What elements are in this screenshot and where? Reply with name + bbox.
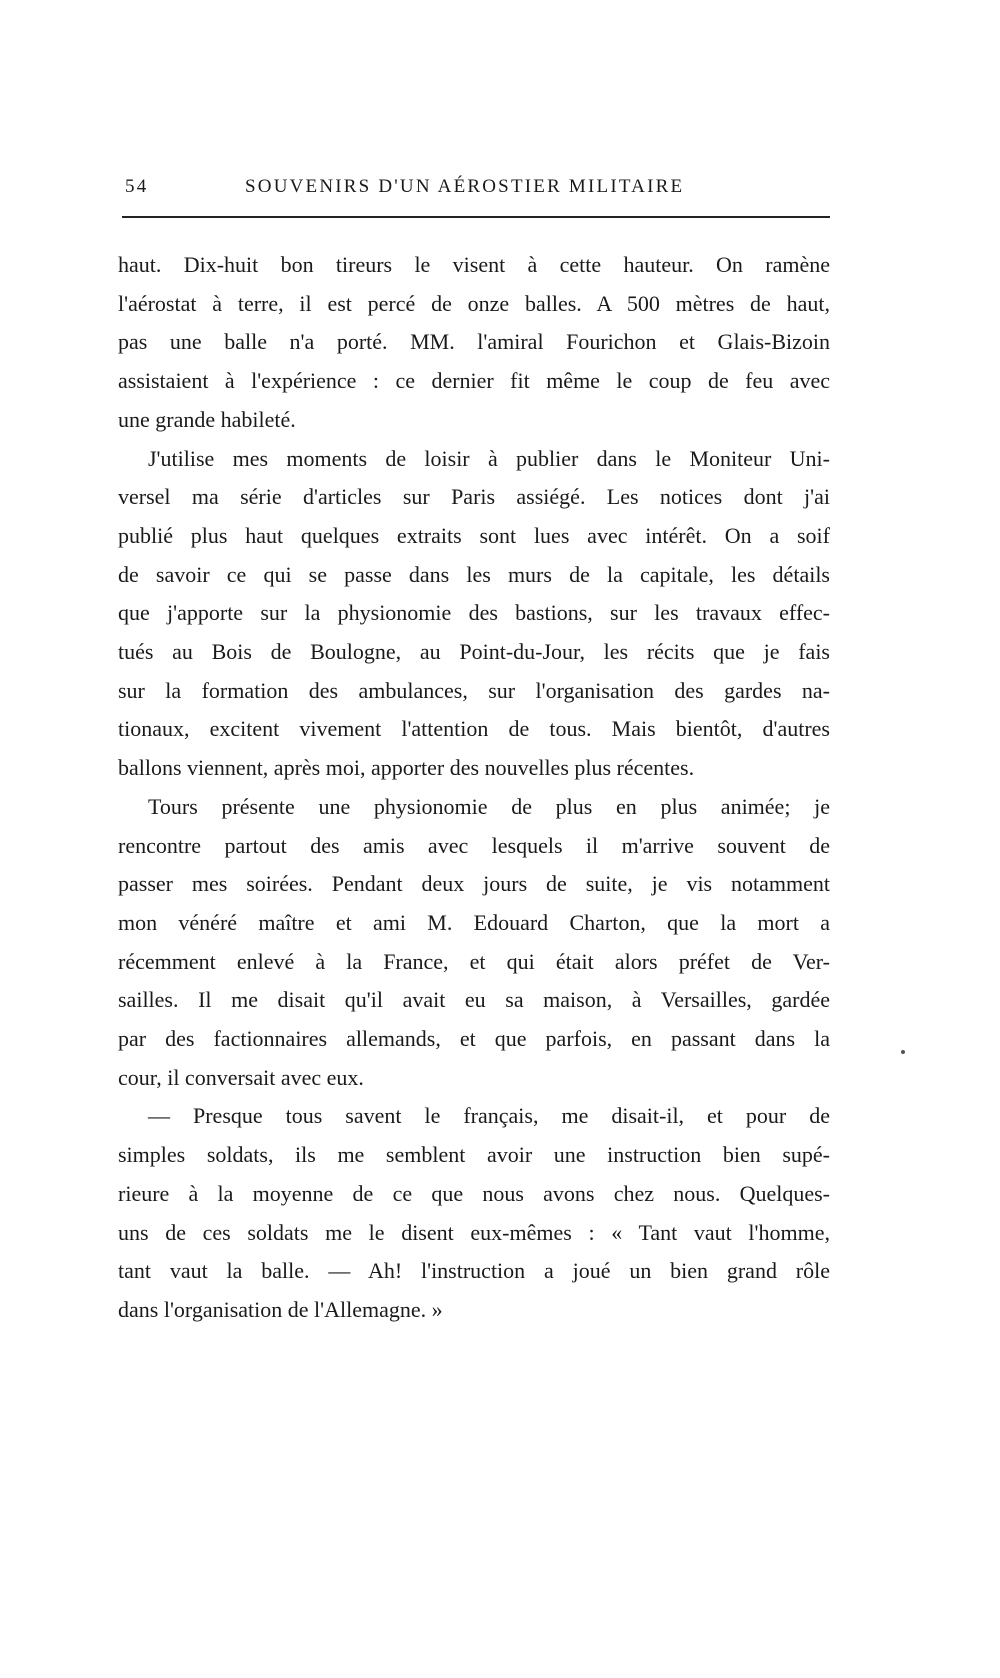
- text-line: mon vénéré maître et ami M. Edouard Charton, que la mort a: [118, 909, 830, 935]
- text-line: tués au Bois de Boulogne, au Point-du-Jour, les récits que je fais: [118, 639, 830, 665]
- text-line: tant vaut la balle. — Ah! l'instruction a joué un bien grand rôle: [118, 1258, 830, 1284]
- text-line: versel ma série d'articles sur Paris assiégé. Les notices dont j'ai: [118, 484, 830, 510]
- page-number: 54: [125, 176, 149, 197]
- text-line: publié plus haut quelques extraits sont lues avec intérêt. On a soif: [118, 522, 830, 548]
- text-line: l'aérostat à terre, il est percé de onze balles. A 500 mètres de haut,: [118, 290, 830, 316]
- text-line: pas une balle n'a porté. MM. l'amiral Fourichon et Glais-Bizoin: [118, 329, 830, 355]
- ink-speck: [901, 1050, 905, 1054]
- body-text: [118, 246, 830, 1330]
- page-header: [125, 176, 830, 216]
- header-rule: [122, 216, 830, 218]
- text-line: passer mes soirées. Pendant deux jours de suite, je vis notamment: [118, 871, 830, 897]
- text-line: par des factionnaires allemands, et que parfois, en passant dans la: [118, 1026, 830, 1052]
- text-line: que j'apporte sur la physionomie des bastions, sur les travaux effec-: [118, 600, 830, 626]
- text-line: tionaux, excitent vivement l'attention de tous. Mais bientôt, d'autres: [118, 716, 830, 742]
- text-line: de savoir ce qui se passe dans les murs de la capitale, les détails: [118, 561, 830, 587]
- text-line: récemment enlevé à la France, et qui était alors préfet de Ver-: [118, 948, 830, 974]
- text-line: sur la formation des ambulances, sur l'organisation des gardes na-: [118, 677, 830, 703]
- text-line: sailles. Il me disait qu'il avait eu sa maison, à Versailles, gardée: [118, 987, 830, 1013]
- text-line: cour, il conversait avec eux.: [118, 1064, 364, 1090]
- text-line: dans l'organisation de l'Allemagne. »: [118, 1296, 443, 1322]
- text-line: une grande habileté.: [118, 406, 296, 432]
- text-line: rieure à la moyenne de ce que nous avons chez nous. Quelques-: [118, 1180, 830, 1206]
- running-title: SOUVENIRS D'UN AÉROSTIER MILITAIRE: [245, 176, 685, 197]
- text-line: ballons viennent, après moi, apporter des nouvelles plus récentes.: [118, 755, 695, 781]
- text-line: rencontre partout des amis avec lesquels il m'arrive souvent de: [118, 832, 830, 858]
- text-line: haut. Dix-huit bon tireurs le visent à cette hauteur. On ramène: [118, 252, 830, 277]
- text-line: uns de ces soldats me le disent eux-mêmes : « Tant vaut l'homme,: [118, 1219, 830, 1245]
- text-line: assistaient à l'expérience : ce dernier fit même le coup de feu avec: [118, 368, 830, 394]
- text-line: J'utilise mes moments de loisir à publier dans le Moniteur Uni-: [148, 445, 830, 471]
- text-line: simples soldats, ils me semblent avoir une instruction bien supé-: [118, 1142, 830, 1168]
- text-line: Tours présente une physionomie de plus en plus animée; je: [148, 793, 830, 819]
- text-line: — Presque tous savent le français, me disait-il, et pour de: [148, 1103, 830, 1129]
